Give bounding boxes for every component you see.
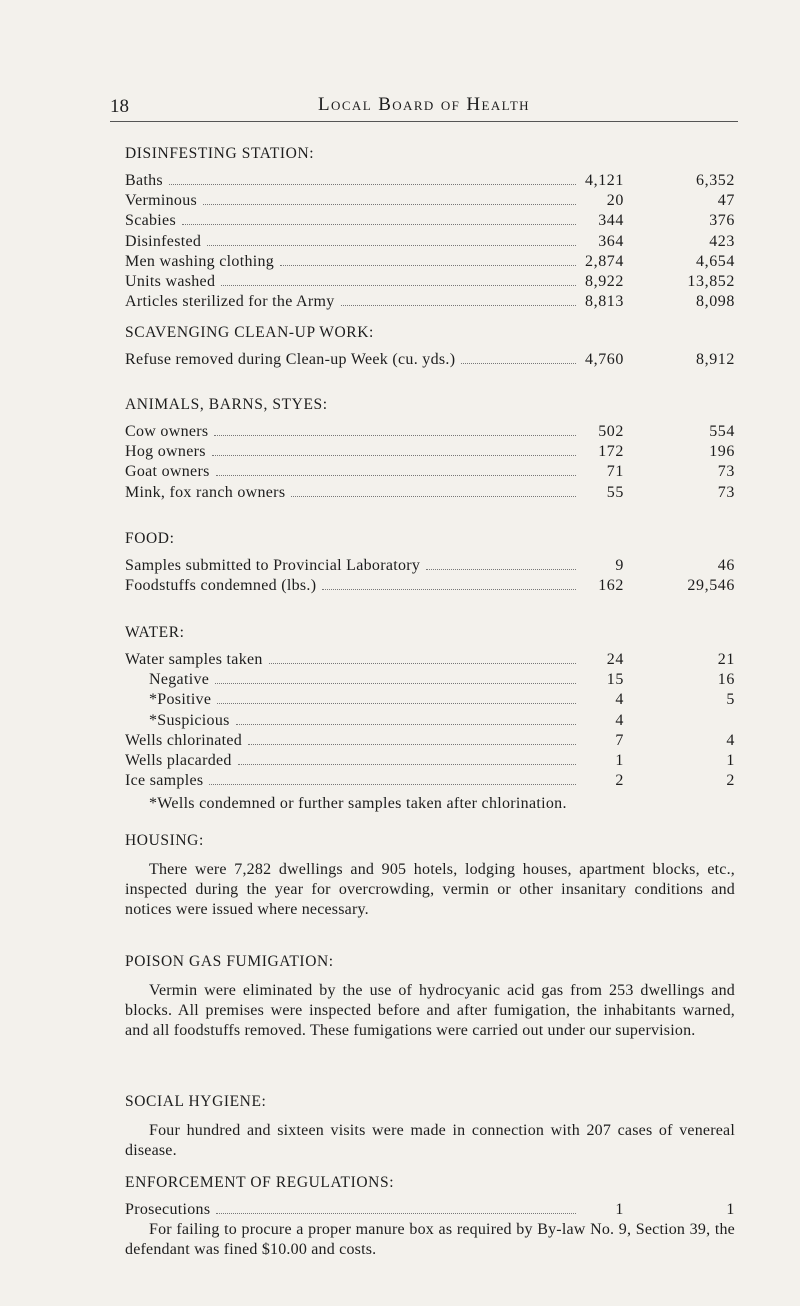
value-current: 15	[606, 671, 624, 689]
row-label: Scabies	[125, 212, 176, 230]
row-label: Mink, fox ranch owners	[125, 483, 286, 501]
value-previous: 8,912	[696, 351, 735, 368]
value-previous: 1	[726, 1201, 735, 1218]
table-row	[125, 650, 735, 670]
header-rule	[110, 121, 738, 122]
value-current: 20	[606, 192, 624, 210]
section-poison	[125, 953, 735, 1041]
row-label: *Suspicious	[149, 711, 230, 729]
value-current: 7	[615, 731, 624, 749]
row-label: Articles sterilized for the Army	[125, 293, 335, 311]
value-previous: 423	[709, 232, 735, 250]
social-paragraph: Four hundred and sixteen visits were made in connection with 207 cases of venereal disease.	[125, 1122, 735, 1159]
value-previous: 21	[717, 651, 735, 668]
value-current: 1	[615, 751, 624, 769]
dot-leader	[212, 455, 576, 456]
housing-paragraph: There were 7,282 dwellings and 905 hotels, lodging houses, apartment blocks, etc., inspected during the year for overcrowding, vermin or other insanitary conditions and notices were issued where necessary.	[125, 861, 735, 918]
section-heading: POISON GAS FUMIGATION:	[125, 953, 334, 970]
value-current: 9	[615, 557, 624, 574]
running-title: Local Board of Health	[318, 94, 530, 115]
dot-leader	[236, 724, 576, 725]
dot-leader	[322, 589, 576, 590]
value-previous: 73	[717, 463, 735, 481]
row-label: *Positive	[149, 691, 212, 709]
dot-leader	[182, 224, 576, 225]
row-label: Cow owners	[125, 423, 209, 440]
stat-rows	[125, 422, 735, 503]
dot-leader	[217, 703, 576, 704]
dot-leader	[221, 285, 576, 286]
dot-leader	[169, 184, 576, 185]
section-heading: FOOD:	[125, 530, 175, 547]
section-housing	[125, 832, 735, 920]
section-disinfesting	[125, 145, 735, 312]
section-heading: ENFORCEMENT OF REGULATIONS:	[125, 1174, 395, 1191]
table-row	[125, 1200, 735, 1220]
dot-leader	[215, 683, 576, 684]
dot-leader	[238, 764, 576, 765]
section-heading: SCAVENGING CLEAN-UP WORK:	[125, 324, 374, 341]
dot-leader	[248, 744, 576, 745]
value-previous: 73	[717, 483, 735, 501]
table-row	[125, 751, 735, 771]
value-current: 4,121	[585, 172, 624, 189]
row-label: Water samples taken	[125, 651, 263, 668]
row-label: Units washed	[125, 272, 216, 290]
page-number: 18	[110, 96, 129, 117]
value-previous: 2	[726, 772, 735, 790]
row-label: Baths	[125, 172, 163, 189]
value-current: 4,760	[585, 351, 624, 368]
value-current: 344	[598, 212, 624, 230]
section-heading: SOCIAL HYGIENE:	[125, 1093, 267, 1110]
value-current: 4	[615, 691, 624, 709]
section-water	[125, 624, 735, 813]
table-row	[125, 211, 735, 231]
dot-leader	[426, 569, 576, 570]
dot-leader	[280, 265, 576, 266]
value-previous: 46	[717, 557, 735, 574]
row-label: Wells chlorinated	[125, 731, 243, 749]
value-previous: 13,852	[687, 272, 735, 290]
row-label: Samples submitted to Provincial Laboratory	[125, 557, 421, 574]
value-current: 2,874	[585, 252, 624, 270]
value-current: 71	[606, 463, 624, 481]
row-label: Refuse removed during Clean-up Week (cu. yds.)	[125, 351, 456, 368]
row-label: Disinfested	[125, 232, 202, 250]
value-previous: 6,352	[696, 172, 735, 189]
table-row	[125, 771, 735, 791]
dot-leader	[203, 204, 576, 205]
row-label: Prosecutions	[125, 1201, 211, 1218]
page-header	[110, 92, 738, 122]
table-row	[125, 711, 735, 731]
table-row	[125, 191, 735, 211]
section-heading: ANIMALS, BARNS, STYES:	[125, 396, 328, 413]
section-heading: DISINFESTING STATION:	[125, 145, 315, 162]
table-row	[125, 576, 735, 596]
value-current: 24	[606, 651, 624, 668]
dot-leader	[216, 475, 576, 476]
value-current: 55	[606, 483, 624, 501]
value-previous: 1	[726, 751, 735, 769]
value-current: 2	[615, 772, 624, 790]
dot-leader	[461, 363, 576, 364]
row-label: Negative	[149, 671, 210, 689]
row-label: Foodstuffs condemned (lbs.)	[125, 577, 317, 595]
dot-leader	[207, 245, 576, 246]
row-label: Hog owners	[125, 443, 206, 461]
value-previous: 5	[726, 691, 735, 709]
section-scavenging	[125, 324, 735, 370]
value-current: 8,922	[585, 272, 624, 290]
section-social	[125, 1093, 735, 1161]
row-label: Goat owners	[125, 463, 210, 481]
value-previous: 376	[709, 212, 735, 230]
value-current: 364	[598, 232, 624, 250]
table-row	[125, 462, 735, 482]
value-current: 172	[598, 443, 624, 461]
table-row	[125, 690, 735, 710]
stat-rows	[125, 171, 735, 312]
dot-leader	[291, 496, 576, 497]
table-row	[125, 483, 735, 503]
table-row	[125, 171, 735, 191]
table-row	[125, 556, 735, 576]
dot-leader	[269, 663, 576, 664]
table-row	[125, 232, 735, 252]
section-heading: WATER:	[125, 624, 185, 641]
value-previous: 16	[717, 671, 735, 689]
value-previous: 8,098	[696, 293, 735, 311]
table-row	[125, 252, 735, 272]
row-label: Wells placarded	[125, 751, 232, 769]
stat-rows	[125, 650, 735, 791]
row-label: Ice samples	[125, 772, 204, 790]
table-row	[125, 272, 735, 292]
value-previous: 29,546	[687, 577, 735, 595]
table-row	[125, 670, 735, 690]
value-current: 1	[615, 1201, 624, 1218]
section-animals	[125, 396, 735, 503]
dot-leader	[214, 435, 576, 436]
poison-paragraph: Vermin were eliminated by the use of hydrocyanic acid gas from 253 dwellings and blocks. All premises were inspected before and after fumigation, the inhabitants warned, and all foodstuffs removed. These fumigations were carried out under our supervision.	[125, 982, 735, 1039]
value-current: 4	[615, 711, 624, 729]
value-previous: 196	[709, 443, 735, 461]
value-previous: 554	[709, 423, 735, 440]
dot-leader	[341, 305, 576, 306]
dot-leader	[216, 1213, 576, 1214]
table-row	[125, 731, 735, 751]
table-row	[125, 442, 735, 462]
stat-rows	[125, 350, 735, 370]
row-label: Verminous	[125, 192, 198, 210]
row-label: Men washing clothing	[125, 252, 275, 270]
table-row	[125, 292, 735, 312]
stat-rows	[125, 1200, 735, 1220]
section-enforcement	[125, 1174, 735, 1260]
section-food	[125, 530, 735, 596]
table-row	[125, 350, 735, 370]
dot-leader	[209, 784, 576, 785]
value-current: 8,813	[585, 293, 624, 311]
section-heading: HOUSING:	[125, 832, 204, 849]
value-previous: 4	[726, 731, 735, 749]
enforcement-paragraph: For failing to procure a proper manure box as required by By-law No. 9, Section 39, the defendant was fined $10.00 and costs.	[125, 1221, 735, 1259]
water-footnote: *Wells condemned or further samples taken after chlorination.	[149, 795, 567, 813]
value-current: 162	[598, 577, 624, 595]
table-row	[125, 422, 735, 442]
stat-rows	[125, 556, 735, 596]
value-current: 502	[598, 423, 624, 440]
value-previous: 4,654	[696, 252, 735, 270]
value-previous: 47	[717, 192, 735, 210]
